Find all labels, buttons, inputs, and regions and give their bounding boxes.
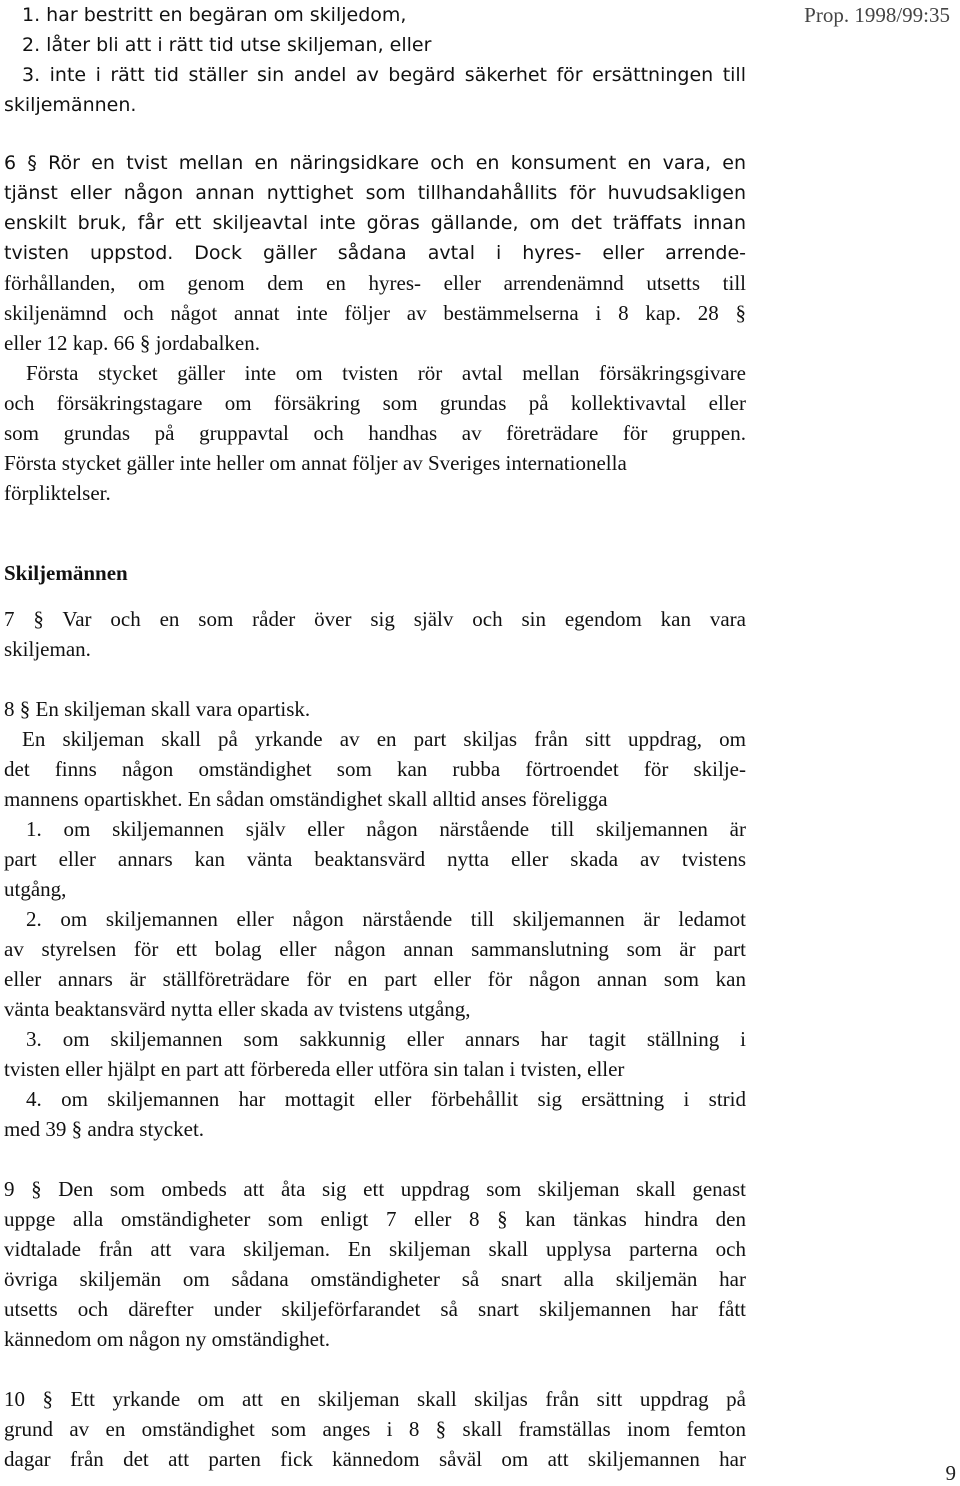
section-9-line: vidtalade från att vara skiljeman. En skiljeman skall upplysa parterna och [4, 1237, 746, 1261]
top-list-item-1: 1. har bestritt en begäran om skiljedom, [22, 4, 407, 26]
section-6-line: tjänst eller någon annan nyttighet som tillhandahållits för huvudsakligen [4, 182, 746, 204]
section-9-line: övriga skiljemän om sådana omständigheter så snart alla skiljemän har [4, 1267, 746, 1291]
section-6-line: eller 12 kap. 66 § jordabalken. [4, 331, 260, 355]
section-heading: Skiljemännen [4, 561, 128, 585]
section-8-line: mannens opartiskhet. En sådan omständighet skall alltid anses föreligga [4, 787, 608, 811]
section-8-list-item-2: 2. om skiljemannen eller någon närstående till skiljemannen är ledamot [26, 907, 746, 931]
section-9-line: kännedom om någon ny omständighet. [4, 1327, 331, 1351]
section-8-line: part eller annars kan vänta beaktansvärd nytta eller skada av tvistens [4, 847, 746, 871]
section-8-list-item-4: 4. om skiljemannen har mottagit eller förbehållit sig ersättning i strid [26, 1087, 746, 1111]
section-6-line: Första stycket gäller inte om tvisten rör avtal mellan försäkringsgivare [26, 361, 746, 385]
top-list-item-3: 3. inte i rätt tid ställer sin andel av begärd säkerhet för ersättningen till [22, 64, 746, 86]
section-6-line: och försäkringstagare om försäkring som grundas på kollektivavtal eller [4, 391, 746, 415]
section-7-line: skiljeman. [4, 637, 91, 661]
section-8-line: 8 § En skiljeman skall vara opartisk. [4, 697, 311, 721]
page-number: 9 [945, 1461, 956, 1485]
section-8-line: det finns någon omständighet som kan rubba förtroendet för skilje- [4, 757, 746, 781]
proposition-reference: Prop. 1998/99:35 [804, 3, 950, 27]
section-6-line: förhållanden, om genom dem en hyres- eller arrendenämnd utsetts till [4, 271, 746, 295]
section-9-line: uppge alla omständigheter som enligt 7 eller 8 § kan tänkas hindra den [4, 1207, 746, 1231]
section-6-fragment: tvisten uppstod. Dock gäller sådana avtal i hyres- eller arrende- [4, 242, 746, 264]
section-8-list-item-1: 1. om skiljemannen själv eller någon närstående till skiljemannen är [26, 817, 746, 841]
section-8-line: eller annars är ställföreträdare för en part eller för någon annan som kan [4, 967, 746, 991]
section-8-line: vänta beaktansvärd nytta eller skada av tvistens utgång, [4, 997, 471, 1021]
section-8-line: utgång, [4, 877, 67, 901]
section-8-line: tvisten eller hjälpt en part att förbereda eller utföra sin talan i tvisten, eller [4, 1057, 625, 1081]
section-8-line: av styrelsen för ett bolag eller någon annan sammanslutning som är part [4, 937, 746, 961]
section-8-list-item-3: 3. om skiljemannen som sakkunnig eller annars har tagit ställning i [26, 1027, 746, 1051]
section-8-line: En skiljeman skall på yrkande av en part skiljas från sitt uppdrag, om [22, 727, 746, 751]
section-10-line: dagar från det att parten fick kännedom såväl om att skiljemannen har [4, 1447, 746, 1471]
section-6-line: enskilt bruk, får ett skiljeavtal inte göras gällande, om det träffats innan [4, 212, 746, 234]
section-6-line: Första stycket gäller inte heller om annat följer av Sveriges internationella [4, 451, 627, 475]
section-7-line: 7 § Var och en som råder över sig själv och sin egendom kan vara [4, 607, 746, 631]
top-list-item-2: 2. låter bli att i rätt tid utse skiljeman, eller [22, 34, 432, 56]
section-6-line [4, 238, 746, 268]
section-9-line: 9 § Den som ombeds att åta sig ett uppdrag som skiljeman skall genast [4, 1177, 746, 1201]
section-10-line: grund av en omständighet som anges i 8 § skall framställas inom femton [4, 1417, 746, 1441]
section-6-line: som grundas på gruppavtal och handhas av företrädare för gruppen. [4, 421, 746, 445]
section-10-line: 10 § Ett yrkande om att en skiljeman skall skiljas från sitt uppdrag på [4, 1387, 746, 1411]
section-8-line: med 39 § andra stycket. [4, 1117, 205, 1141]
section-9-line: utsetts och därefter under skiljeförfarandet så snart skiljemannen har fått [4, 1297, 746, 1321]
top-list-item-3-cont: skiljemännen. [4, 94, 137, 116]
section-6-line: skiljenämnd och något annat inte följer av bestämmelserna i 8 kap. 28 § [4, 301, 746, 325]
section-6-line: 6 § Rör en tvist mellan en näringsidkare och en konsument en vara, en [4, 152, 746, 174]
section-6-line: förpliktelser. [4, 481, 111, 505]
